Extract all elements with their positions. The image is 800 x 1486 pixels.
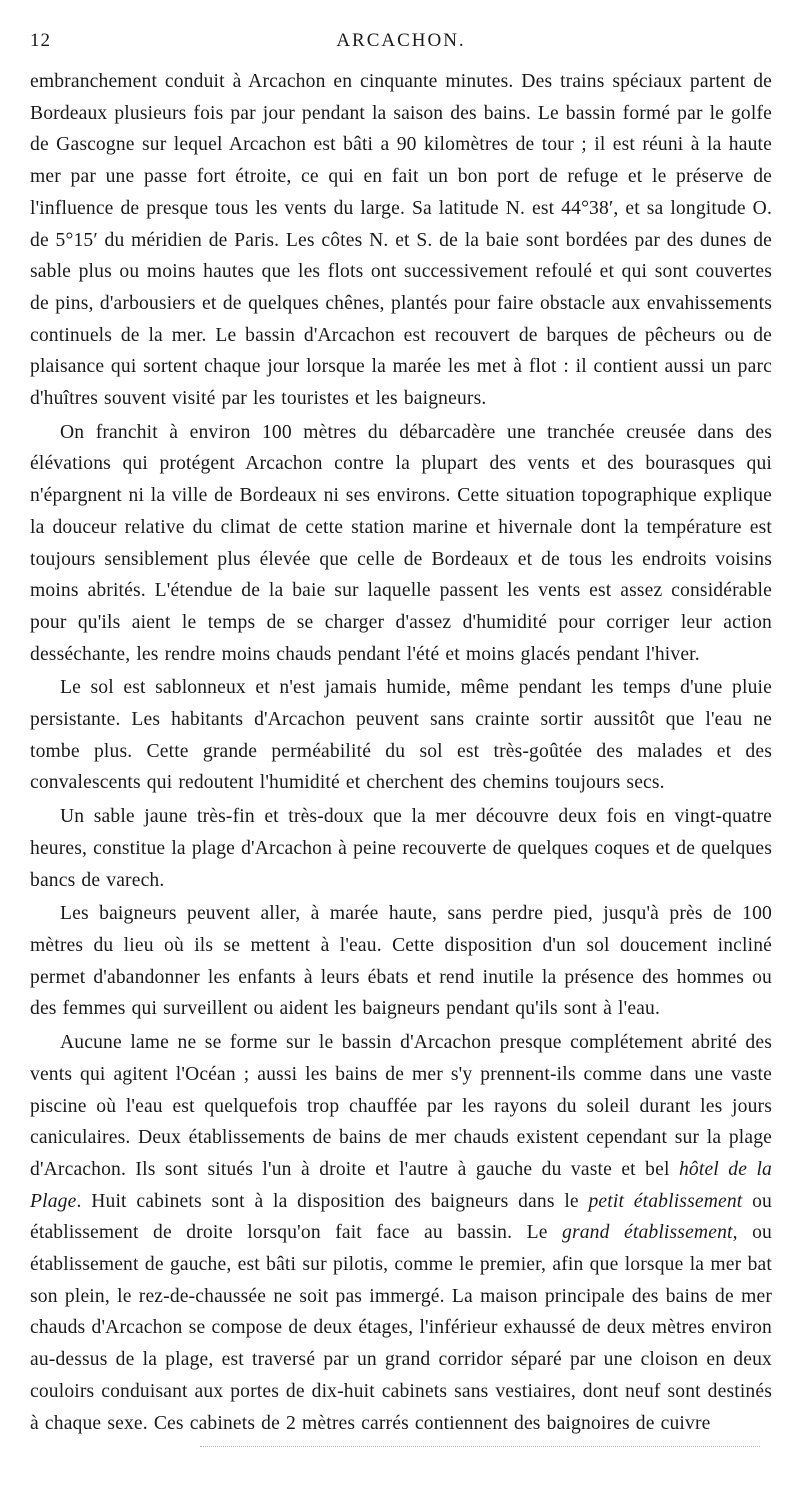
- text-run: On franchit à environ 100 mètres du débarcadère une tranchée creusée dans des élévations qui protégent Arcachon contre la plupart des vents et des bourasques qui n'épargnent ni la ville de Bordeaux ni ses environs. Cette situation topographique explique la douceur relative du climat de cette station marine et hivernale dont la température est toujours sensiblement plus élevée que celle de Bordeaux et de tous les endroits voisins moins abrités. L'étendue de la baie sur laquelle passent les vents est assez considérable pour qu'ils aient le temps de se charger d'assez d'humidité pour corriger leur action desséchante, les rendre moins chauds pendant l'été et moins glacés pendant l'hiver.: [30, 421, 772, 665]
- paragraph: [30, 1027, 772, 1439]
- book-page: [30, 28, 772, 1439]
- running-head: ARCACHON.: [336, 30, 466, 51]
- text-run: Aucune lame ne se forme sur le bassin d'Arcachon presque complétement abrité des vents qui agitent l'Océan ; aussi les bains de mer s'y prennent-ils comme dans une vaste piscine où l'eau est quelquefois trop chauffée par les rayons du soleil durant les jours caniculaires. Deux établissements de bains de mer chauds existent cependant sur la plage d'Arcachon. Ils sont situés l'un à droite et l'autre à gauche du vaste et bel: [30, 1032, 772, 1180]
- italic-text: hôtel de la Plage: [30, 1158, 772, 1212]
- paragraph: [30, 898, 772, 1025]
- page-header: [30, 28, 772, 58]
- text-run: Un sable jaune très-fin et très-doux que la mer découvre deux fois en vingt-quatre heures, constitue la plage d'Arcachon à peine recouverte de quelques coques et de quelques bancs de varech.: [30, 806, 772, 891]
- paragraph: [30, 66, 772, 415]
- text-run: . Huit cabinets sont à la disposition des baigneurs dans le: [76, 1190, 589, 1212]
- italic-text: petit établissement: [588, 1190, 743, 1212]
- italic-text: grand établissement: [562, 1222, 733, 1244]
- paragraph: [30, 417, 772, 671]
- paragraph: [30, 672, 772, 799]
- page-number: 12: [30, 30, 51, 51]
- text-run: Les baigneurs peuvent aller, à marée haute, sans perdre pied, jusqu'à près de 100 mètres du lieu où ils se mettent à l'eau. Cette disposition d'un sol doucement incliné permet d'abandonner les enfants à leurs ébats et rend inutile la présence des hommes ou des femmes qui surveillent ou aident les baigneurs pendant qu'ils sont à l'eau.: [30, 903, 772, 1020]
- text-run: embranchement conduit à Arcachon en cinquante minutes. Des trains spéciaux partent de Bordeaux plusieurs fois par jour pendant la saison des bains. Le bassin formé par le golfe de Gascogne sur lequel Arcachon est bâti a 90 kilomètres de tour ; il est réuni à la haute mer par une passe fort étroite, ce qui en fait un bon port de refuge et le préserve de l'influence de presque tous les vents du large. Sa latitude N. est 44°38′, et sa longitude O. de 5°15′ du méridien de Paris. Les côtes N. et S. de la baie sont bordées par des dunes de sable plus ou moins hautes que les flots ont successivement refoulé et qui sont couvertes de pins, d'arbousiers et de quelques chênes, plantés pour faire obstacle aux envahissements continuels de la mer. Le bassin d'Arcachon est recouvert de barques de pêcheurs ou de plaisance qui sortent chaque jour lorsque la marée les met à flot : il contient aussi un parc d'huîtres souvent visité par les touristes et les baigneurs.: [30, 71, 772, 410]
- text-run: , ou établissement de gauche, est bâti sur pilotis, comme le premier, afin que lorsque la mer bat son plein, le rez-de-chaussée ne soit pas immergé. La maison principale des bains de mer chauds d'Arcachon se compose de deux étages, l'inférieur exhaussé de deux mètres environ au-dessus de la plage, est traversé par un grand corridor séparé par une cloison en deux couloirs conduisant aux portes de dix-huit cabinets sans vestiaires, dont neuf sont destinés à chaque sexe. Ces cabinets de 2 mètres carrés contiennent des baignoires de cuivre: [30, 1222, 772, 1434]
- bottom-rule: [200, 1446, 760, 1447]
- text-run: Le sol est sablonneux et n'est jamais humide, même pendant les temps d'une pluie persistante. Les habitants d'Arcachon peuvent sans crainte sortir aussitôt que l'eau ne tombe plus. Cette grande perméabilité du sol est très-goûtée des malades et des convalescents qui redoutent l'humidité et cherchent des chemins toujours secs.: [30, 677, 772, 794]
- paragraph: [30, 801, 772, 896]
- body-text: [30, 66, 772, 1439]
- text-run: ou établissement de droite lorsqu'on fait face au bassin. Le: [30, 1190, 773, 1244]
